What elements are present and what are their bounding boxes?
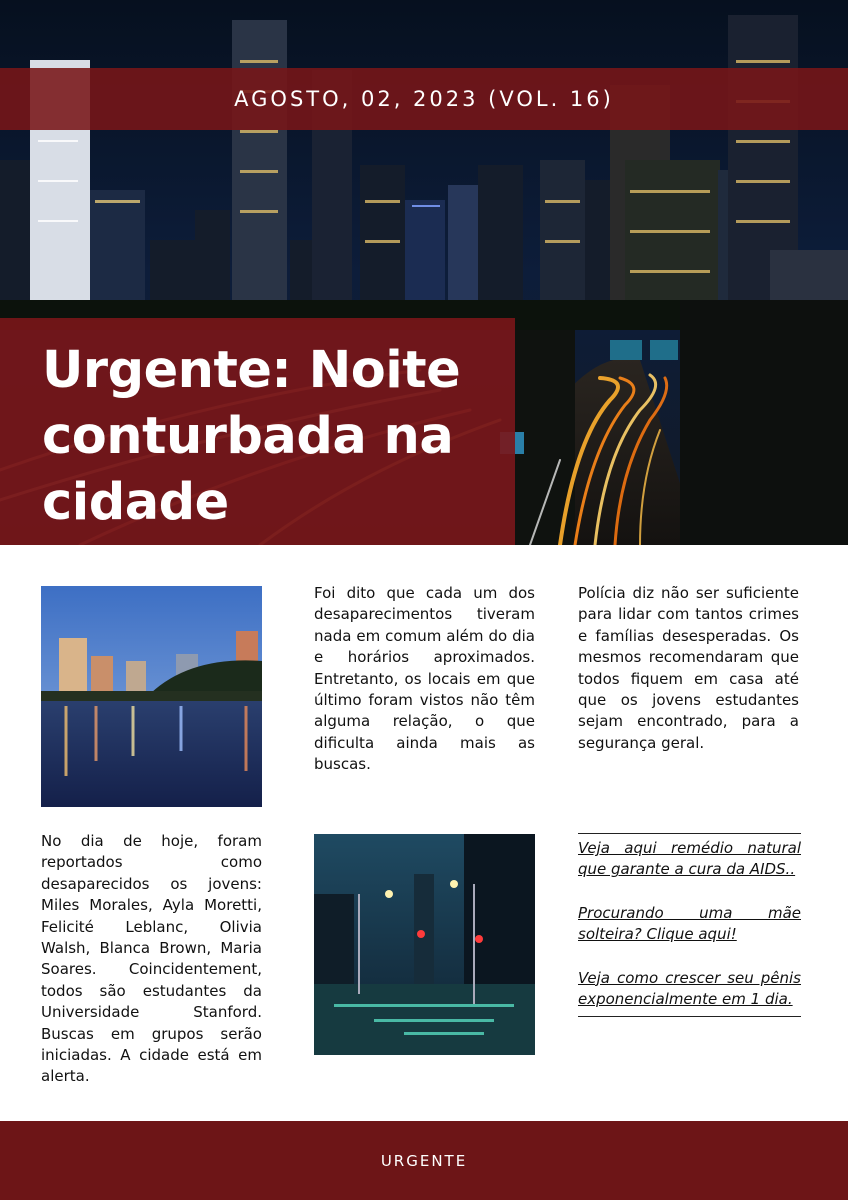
- headline: Urgente: Noite conturbada na cidade: [42, 341, 461, 532]
- hero-banner: [0, 0, 848, 545]
- article-column-left: No dia de hoje, foram reportados como desaparecidos os jovens: Miles Morales, Ayla Moretti, Felicité Leblanc, Olivia Walsh, Blanca Brown, Maria Soares. Coincidentement, todos são estudantes da Universidade Stanford. Buscas em grupos serão iniciadas. A cidade está em alerta.: [41, 832, 262, 1086]
- footer-band: [0, 1121, 848, 1200]
- river-skyline-photo: [41, 586, 262, 807]
- article-column-right: Polícia diz não ser suficiente para lidar com tantos crimes e famílias desesperadas. Os mesmos recomendaram que todos fiquem em casa até que os jovens estudantes sejam encontrado, para a segurança geral.: [578, 584, 799, 752]
- article-column-middle: Foi dito que cada um dos desaparecimentos tiveram nada em comum além do dia e horários aproximados. Entretanto, os locais em que último foram vistos não têm alguma relação, o que dificulta ainda mais as buscas.: [314, 584, 535, 774]
- footer-label: URGENTE: [380, 1151, 468, 1170]
- ad-link-single-mother[interactable]: Procurando uma mãe solteira? Clique aqui!: [578, 903, 801, 944]
- issue-date: AGOSTO, 02, 2023 (VOL. 16): [234, 87, 614, 111]
- ad-link-cure[interactable]: Veja aqui remédio natural que garante a cura da AIDS..: [578, 839, 801, 879]
- street-night-photo: [314, 834, 535, 1055]
- date-banner: [0, 68, 848, 130]
- ad-link-growth[interactable]: Veja como crescer seu pênis exponencialmente em 1 dia.: [578, 968, 801, 1009]
- sponsored-links: [578, 833, 801, 1017]
